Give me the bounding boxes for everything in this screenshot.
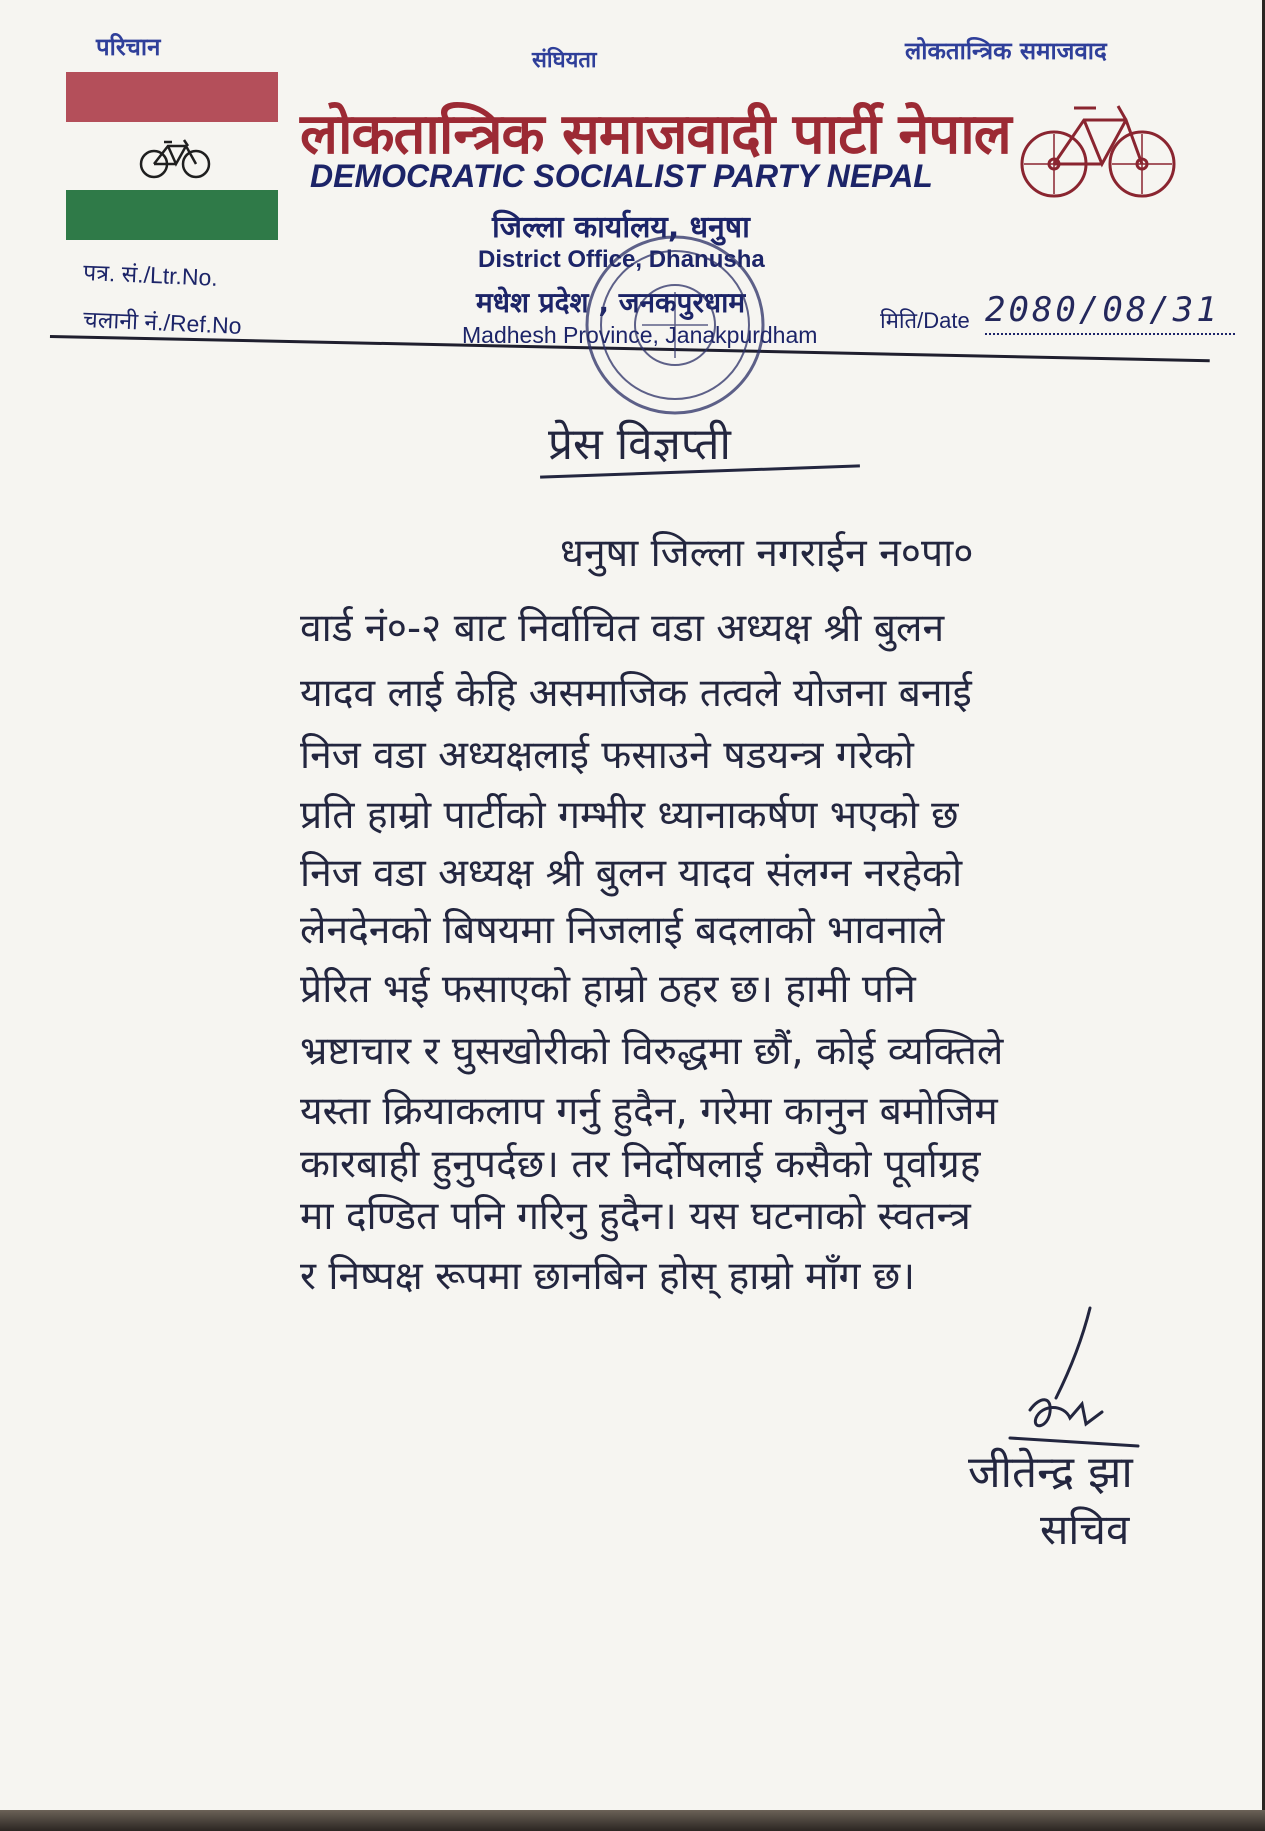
bicycle-logo-icon (1018, 98, 1178, 208)
body-line-10: यस्ता क्रियाकलाप गर्नु हुदैन, गरेमा कानुन बमोजिम (300, 1089, 998, 1134)
body-line-4: निज वडा अध्यक्षलाई फसाउने षडयन्त्र गरेको (300, 733, 914, 778)
reference-number-label: चलानी नं./Ref.No (82, 305, 243, 339)
body-line-9: भ्रष्टाचार र घुसखोरीको विरुद्धमा छौं, कोई व्यक्तिले (300, 1029, 1004, 1074)
office-english: District Office, Dhanusha (478, 246, 765, 273)
page-bottom-shadow (0, 1810, 1265, 1831)
body-line-2: वार्ड नं०-२ बाट निर्वाचित वडा अध्यक्ष श्री बुलन (300, 606, 945, 651)
flag-green-band (66, 190, 278, 240)
body-line-8: प्रेरित भई फसाएको हाम्रो ठहर छ। हामी पनि (300, 967, 916, 1012)
signature-mark (990, 1300, 1160, 1450)
body-line-12: मा दण्डित पनि गरिनु हुदैन। यस घटनाको स्वतन्त्र (300, 1194, 971, 1239)
body-line-11: कारबाही हुनुपर्दछ। तर निर्दोषलाई कसैको पूर्वाग्रह (300, 1142, 981, 1187)
body-line-1: धनुषा जिल्ला नगराईन न०पा० (560, 531, 974, 576)
party-name-english: DEMOCRATIC SOCIALIST PARTY NEPAL (310, 158, 933, 194)
date-dotted-line (985, 333, 1235, 335)
top-right-tag: लोकतान्त्रिक समाजवाद (905, 37, 1107, 65)
body-line-6: निज वडा अध्यक्ष श्री बुलन यादव संलग्न नरहेको (300, 851, 963, 896)
bicycle-icon (138, 136, 212, 180)
letter-title: प्रेस विज्ञप्ती (548, 419, 731, 470)
party-flag (66, 72, 278, 240)
office-seal-stamp (582, 232, 768, 418)
body-line-7: लेनदेनको बिषयमा निजलाई बदलाको भावनाले (300, 908, 945, 953)
province-nepali: मधेश प्रदेश , जनकपुरधाम (476, 286, 746, 319)
signatory-title: सचिव (1040, 1505, 1130, 1554)
date-label: मिति/Date (880, 308, 970, 333)
flag-red-band (66, 72, 278, 122)
signatory-name: जीतेन्द्र झा (968, 1447, 1133, 1498)
body-line-3: यादव लाई केहि असमाजिक तत्वले योजना बनाई (300, 671, 972, 716)
body-line-13: र निष्पक्ष रूपमा छानबिन होस् हाम्रो माँग छ। (300, 1254, 916, 1299)
letter-number-label: पत्र. सं./Ltr.No. (82, 258, 219, 291)
province-english: Madhesh Province, Janakpurdham (462, 322, 818, 348)
top-left-tag: परिचान (96, 33, 161, 61)
top-center-tag: संघियता (532, 48, 597, 73)
date-value: 2080/08/31 (985, 290, 1220, 330)
office-nepali: जिल्ला कार्यालय, धनुषा (492, 210, 750, 245)
party-name-nepali: लोकतान्त्रिक समाजवादी पार्टी नेपाल (300, 101, 1011, 167)
body-line-5: प्रति हाम्रो पार्टीको गम्भीर ध्यानाकर्षण भएको छ (300, 793, 959, 838)
